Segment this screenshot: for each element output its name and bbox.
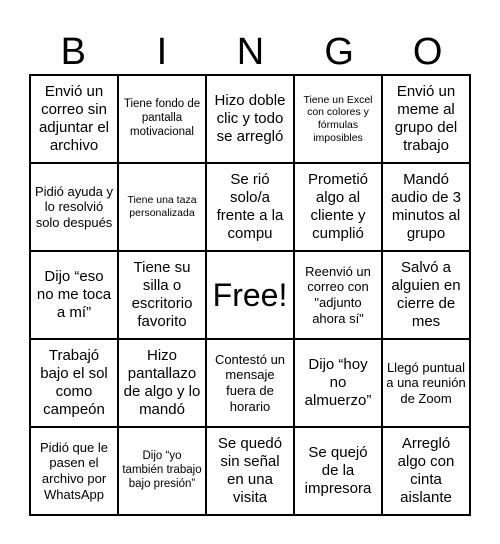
- bingo-cell[interactable]: [118, 339, 206, 427]
- bingo-cell[interactable]: [30, 339, 118, 427]
- bingo-cell[interactable]: [382, 251, 470, 339]
- bingo-cell-text: Se quedó sin señal en una visita: [217, 435, 283, 506]
- bingo-cell[interactable]: [294, 339, 382, 427]
- bingo-cell-text: Envió un meme al grupo del trabajo: [394, 83, 458, 154]
- bingo-cell[interactable]: [294, 251, 382, 339]
- bingo-cell-text: Tiene su silla o escritorio favorito: [131, 259, 193, 330]
- bingo-cell[interactable]: [382, 339, 470, 427]
- header-letter-b: B: [60, 31, 86, 73]
- bingo-grid: [29, 74, 471, 516]
- header-letter-g: G: [324, 31, 354, 73]
- bingo-cell[interactable]: [206, 339, 294, 427]
- bingo-cell-text: Salvó a alguien en cierre de mes: [391, 259, 461, 330]
- bingo-cell[interactable]: [30, 163, 118, 251]
- header-letter-o: O: [412, 31, 443, 73]
- bingo-cell-text: Hizo pantallazo de algo y lo mandó: [123, 347, 201, 418]
- bingo-cell-text: Dijo “yo también trabajo bajo presión”: [122, 450, 202, 490]
- bingo-cell-text: Mandó audio de 3 minutos al grupo: [390, 171, 462, 242]
- bingo-cell[interactable]: [382, 427, 470, 515]
- bingo-cell[interactable]: [382, 75, 470, 163]
- bingo-cell[interactable]: [30, 427, 118, 515]
- bingo-cell-text: Trabajó bajo el sol como campeón: [40, 347, 108, 418]
- bingo-cell-text: Llegó puntual a una reunión de Zoom: [386, 359, 466, 406]
- bingo-cell[interactable]: [118, 427, 206, 515]
- bingo-cell-text: Hizo doble clic y todo se arregló: [214, 92, 286, 145]
- bingo-header: [29, 30, 472, 74]
- header-letter-n: N: [236, 31, 265, 73]
- bingo-cell-text: Dijo “hoy no almuerzo”: [304, 356, 372, 409]
- bingo-cell-text: Se rió solo/a frente a la compu: [216, 171, 284, 242]
- free-space-cell[interactable]: [206, 251, 294, 339]
- bingo-cell[interactable]: [294, 163, 382, 251]
- bingo-cell-text: Reenvió un correo con "adjunto ahora sí": [305, 263, 371, 326]
- bingo-cell-text: Contestó un mensaje fuera de horario: [214, 351, 286, 414]
- bingo-cell-text: Arregló algo con cinta aislante: [397, 435, 455, 506]
- bingo-cell[interactable]: [30, 75, 118, 163]
- bingo-cell[interactable]: [382, 163, 470, 251]
- bingo-cell-text: Dijo “eso no me toca a mí”: [36, 268, 112, 321]
- bingo-cell-text: Se quejó de la impresora: [304, 444, 372, 497]
- bingo-cell[interactable]: [206, 427, 294, 515]
- bingo-cell[interactable]: [294, 75, 382, 163]
- bingo-cell-text: Envió un correo sin adjuntar el archivo: [38, 83, 110, 154]
- bingo-cell[interactable]: [118, 251, 206, 339]
- bingo-cell[interactable]: [294, 427, 382, 515]
- bingo-cell-text: Tiene un Excel con colores y fórmulas imposibles: [303, 93, 373, 144]
- bingo-cell-text: Tiene una taza personalizada: [127, 194, 197, 219]
- header-letter-i: I: [156, 31, 168, 73]
- bingo-cell-text: Prometió algo al cliente y cumplió: [307, 171, 369, 242]
- bingo-cell-text: Tiene fondo de pantalla motivacional: [123, 98, 201, 138]
- bingo-cell-text: Pidió que le pasen el archivo por WhatsApp: [40, 439, 108, 502]
- bingo-cell[interactable]: [30, 251, 118, 339]
- bingo-cell[interactable]: [118, 75, 206, 163]
- bingo-cell[interactable]: [206, 163, 294, 251]
- bingo-cell[interactable]: [206, 75, 294, 163]
- bingo-cell[interactable]: [118, 163, 206, 251]
- free-space-label: Free!: [212, 276, 288, 313]
- bingo-cell-text: Pidió ayuda y lo resolvió solo después: [34, 183, 114, 230]
